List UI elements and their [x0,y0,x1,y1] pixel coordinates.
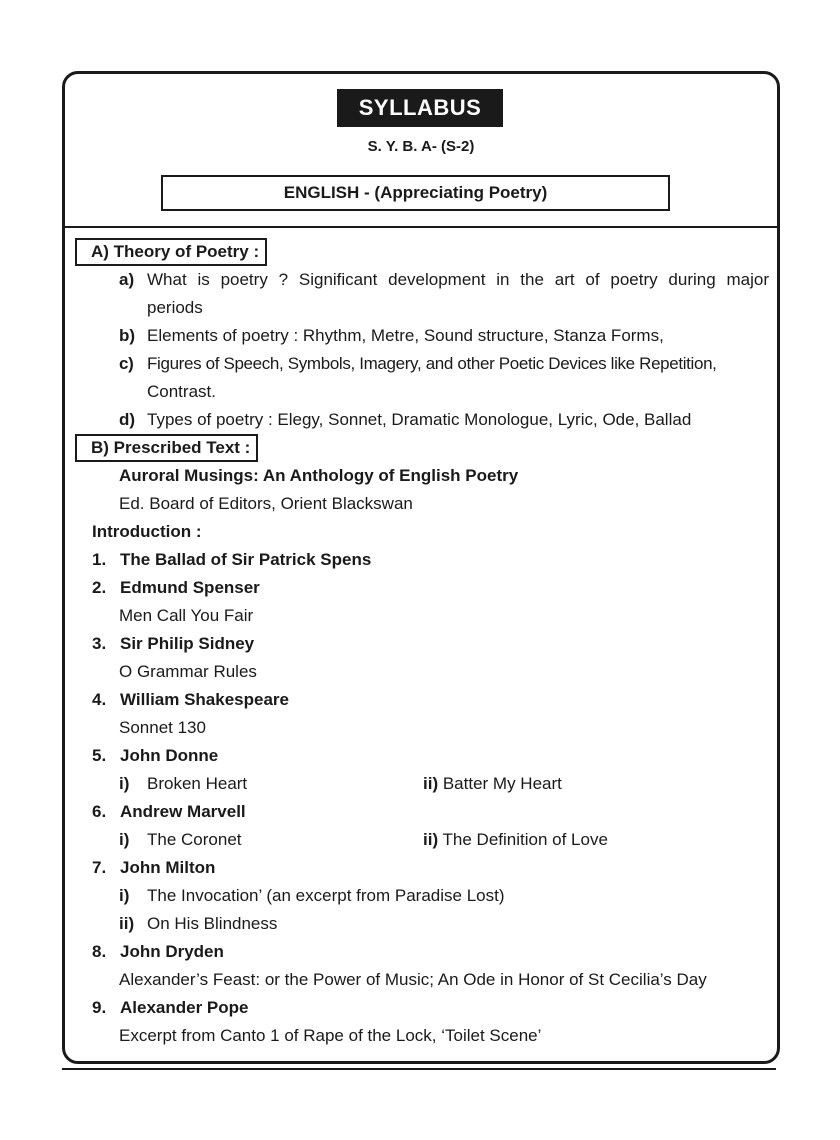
poem-label: i) [119,774,130,793]
poem-line [75,882,771,910]
list-item [75,322,771,350]
poem-title: O Grammar Rules [119,662,257,681]
poet-name: Alexander Pope [120,998,249,1017]
poet-item [75,994,771,1022]
poet-number: 5. [92,746,107,765]
book-editor: Ed. Board of Editors, Orient Blackswan [119,494,413,513]
poem-label: i) [119,886,130,905]
item-text: Types of poetry : Elegy, Sonnet, Dramatic Monologue, Lyric, Ode, Ballad [147,410,692,429]
class-code: S. Y. B. A- (S-2) [367,138,475,155]
poet-item [75,854,771,882]
poem-label: i) [119,830,130,849]
syllabus-content [75,238,771,1050]
poet-number: 4. [92,690,107,709]
poem-title: The Coronet [147,830,242,849]
item-letter: a) [119,270,135,289]
poet-name: John Dryden [120,942,224,961]
poem-title: Alexander’s Feast: or the Power of Music; An Ode in Honor of St Cecilia’s Day [119,970,707,989]
poem-second [423,826,608,854]
item-letter: d) [119,410,136,429]
poem-title: Excerpt from Canto 1 of Rape of the Lock, ‘Toilet Scene’ [119,1026,542,1045]
list-item [75,266,771,294]
section-heading: A) Theory of Poetry : [75,238,267,266]
item-text: Elements of poetry : Rhythm, Metre, Sound structure, Stanza Forms, [147,326,664,345]
poem-second [423,770,562,798]
poet-name: John Milton [120,858,216,877]
poet-number: 1. [92,550,107,569]
list-item-continuation: periods [147,298,203,317]
item-letter: b) [119,326,136,345]
poem-title: The Invocation’ (an excerpt from Paradise Lost) [147,886,505,905]
poem-line [75,910,771,938]
poet-number: 7. [92,858,107,877]
poem-pair [75,770,771,798]
footer-rule [62,1068,776,1070]
poet-item [75,686,771,714]
list-item [75,406,771,434]
list-item-continuation: Contrast. [147,382,216,401]
poem-pair [75,826,771,854]
poet-name: William Shakespeare [120,690,289,709]
section-a-heading-row [75,238,771,266]
poet-number: 9. [92,998,107,1017]
poet-item [75,742,771,770]
section-b-heading-row [75,434,771,462]
item-text: What is poetry ? Significant development in the art of poetry during major [147,270,769,289]
poet-number: 2. [92,578,107,597]
poem-title: Broken Heart [147,774,248,793]
poet-number: 8. [92,942,107,961]
item-text: Figures of Speech, Symbols, Imagery, and other Poetic Devices like Repetition, [147,354,717,373]
poet-item [75,574,771,602]
subject-title: ENGLISH - (Appreciating Poetry) [161,175,670,211]
poet-name: John Donne [120,746,219,765]
poet-name: The Ballad of Sir Patrick Spens [120,550,372,569]
poem-title: Sonnet 130 [119,718,206,737]
poem-title: The Definition of Love [442,830,608,849]
poem-label: ii) [423,830,439,849]
poem-label: ii) [423,774,439,793]
header-divider [65,226,777,228]
poet-item [75,798,771,826]
poet-name: Sir Philip Sidney [120,634,255,653]
poet-name: Edmund Spenser [120,578,260,597]
list-item [75,350,771,378]
poem-title: Men Call You Fair [119,606,254,625]
poet-item [75,938,771,966]
poet-number: 6. [92,802,107,821]
poem-title: On His Blindness [147,914,278,933]
poet-number: 3. [92,634,107,653]
poet-item [75,630,771,658]
page-title: SYLLABUS [337,89,503,127]
introduction-label: Introduction : [92,522,202,541]
poet-item [75,546,771,574]
section-heading: B) Prescribed Text : [75,434,258,462]
poet-name: Andrew Marvell [120,802,246,821]
book-title: Auroral Musings: An Anthology of English Poetry [119,466,519,485]
poem-label: ii) [119,914,135,933]
item-letter: c) [119,354,134,373]
syllabus-frame [62,71,780,1064]
poem-title: Batter My Heart [442,774,562,793]
